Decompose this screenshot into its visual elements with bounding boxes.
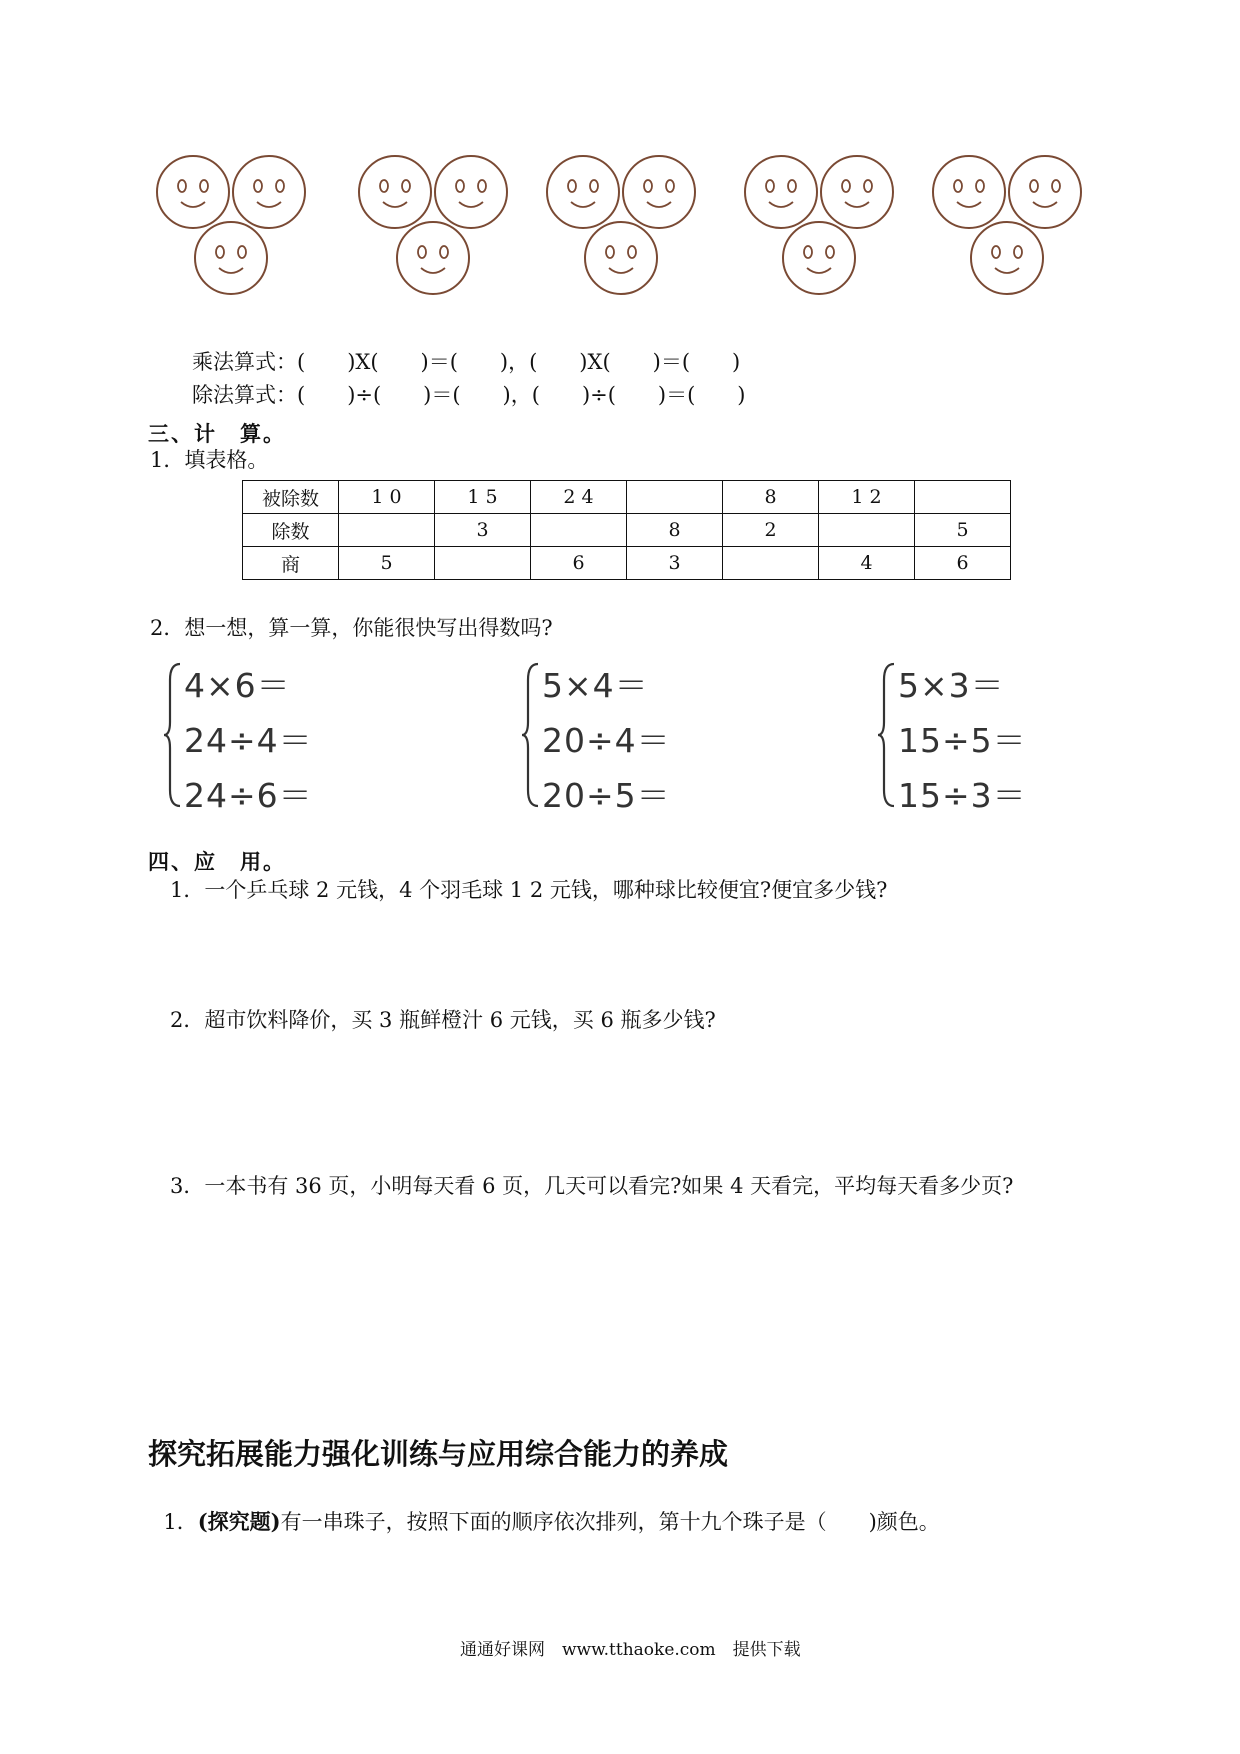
table-cell: 1 0 xyxy=(339,481,435,514)
equation: 4×6＝ xyxy=(184,666,291,705)
table-cell: 5 xyxy=(915,514,1011,547)
left-brace-icon xyxy=(520,660,542,810)
table-cell xyxy=(531,514,627,547)
smiley-face-icon xyxy=(435,156,507,228)
table-row-header: 除数 xyxy=(243,514,339,547)
table-cell xyxy=(627,481,723,514)
table-row-header: 被除数 xyxy=(243,481,339,514)
smiley-face-icon xyxy=(783,222,855,294)
equation: 15÷5＝ xyxy=(898,721,1027,760)
equation: 20÷4＝ xyxy=(542,721,671,760)
smiley-face-icon xyxy=(233,156,305,228)
smiley-face-icon xyxy=(157,156,229,228)
left-brace-icon xyxy=(876,660,898,810)
multiplication-line: 乘法算式：( )X( )＝( )，( )X( )＝( ) xyxy=(192,350,741,374)
smiley-face-icon xyxy=(1009,156,1081,228)
smiley-face-icon xyxy=(745,156,817,228)
table-cell: 8 xyxy=(627,514,723,547)
question-tag: (探究题) xyxy=(197,1509,281,1534)
table-cell: 5 xyxy=(339,547,435,580)
fill-in-table xyxy=(242,480,1011,580)
table-row xyxy=(243,481,1011,514)
q1-label: 1．填表格。 xyxy=(150,448,269,472)
table-cell: 6 xyxy=(915,547,1011,580)
table-cell: 2 xyxy=(723,514,819,547)
equation: 5×4＝ xyxy=(542,666,649,705)
table-cell: 6 xyxy=(531,547,627,580)
table-cell: 1 2 xyxy=(819,481,915,514)
table-cell: 3 xyxy=(627,547,723,580)
equation: 15÷3＝ xyxy=(898,776,1027,815)
smiley-face-icon xyxy=(585,222,657,294)
table-cell: 3 xyxy=(435,514,531,547)
smiley-face-icon xyxy=(359,156,431,228)
equation: 24÷6＝ xyxy=(184,776,313,815)
equation: 24÷4＝ xyxy=(184,721,313,760)
equation-group-1 xyxy=(162,660,422,815)
smiley-face-icon xyxy=(821,156,893,228)
smiley-face-icon xyxy=(547,156,619,228)
question-number: 1． xyxy=(163,1510,198,1534)
table-row-header: 商 xyxy=(243,547,339,580)
equation: 20÷5＝ xyxy=(542,776,671,815)
table-cell xyxy=(915,481,1011,514)
table-cell xyxy=(819,514,915,547)
table-cell xyxy=(435,547,531,580)
footer-credit: 通通好课网 www.tthaoke.com 提供下载 xyxy=(460,1640,801,1660)
table-cell: 2 4 xyxy=(531,481,627,514)
question-text: 有一串珠子，按照下面的顺序依次排列，第十九个珠子是（ )颜色。 xyxy=(280,1510,940,1534)
smiley-face-icon xyxy=(971,222,1043,294)
table-row xyxy=(243,547,1011,580)
equation-group-2 xyxy=(520,660,780,815)
division-line: 除法算式：( )÷( )＝( )，( )÷( )＝( ) xyxy=(192,383,746,407)
table-cell xyxy=(339,514,435,547)
q2-label: 2．想一想，算一算，你能很快写出得数吗? xyxy=(150,616,553,640)
table-cell xyxy=(723,547,819,580)
smiley-face-groups xyxy=(145,150,1105,310)
smiley-face-icon xyxy=(933,156,1005,228)
smiley-face-icon xyxy=(623,156,695,228)
table-cell: 4 xyxy=(819,547,915,580)
section3-heading: 三、计 算。 xyxy=(148,421,286,446)
explore-title: 探究拓展能力强化训练与应用综合能力的养成 xyxy=(148,1437,729,1471)
smiley-face-icon xyxy=(195,222,267,294)
smiley-faces-illustration xyxy=(145,150,1105,310)
table-row xyxy=(243,514,1011,547)
section4-heading: 四、应 用。 xyxy=(148,849,286,874)
equation: 5×3＝ xyxy=(898,666,1005,705)
table-cell: 1 5 xyxy=(435,481,531,514)
equation-group-3 xyxy=(876,660,1136,815)
explore-question-1 xyxy=(150,1490,940,1533)
problem-2: 2．超市饮料降价，买 3 瓶鲜橙汁 6 元钱，买 6 瓶多少钱? xyxy=(170,1008,716,1032)
smiley-face-icon xyxy=(397,222,469,294)
problem-1: 1．一个乒乓球 2 元钱，4 个羽毛球 1 2 元钱，哪种球比较便宜?便宜多少钱? xyxy=(170,878,888,902)
table-cell: 8 xyxy=(723,481,819,514)
problem-3: 3．一本书有 36 页，小明每天看 6 页，几天可以看完?如果 4 天看完，平均每天看多少页? xyxy=(170,1174,1014,1198)
left-brace-icon xyxy=(162,660,184,810)
